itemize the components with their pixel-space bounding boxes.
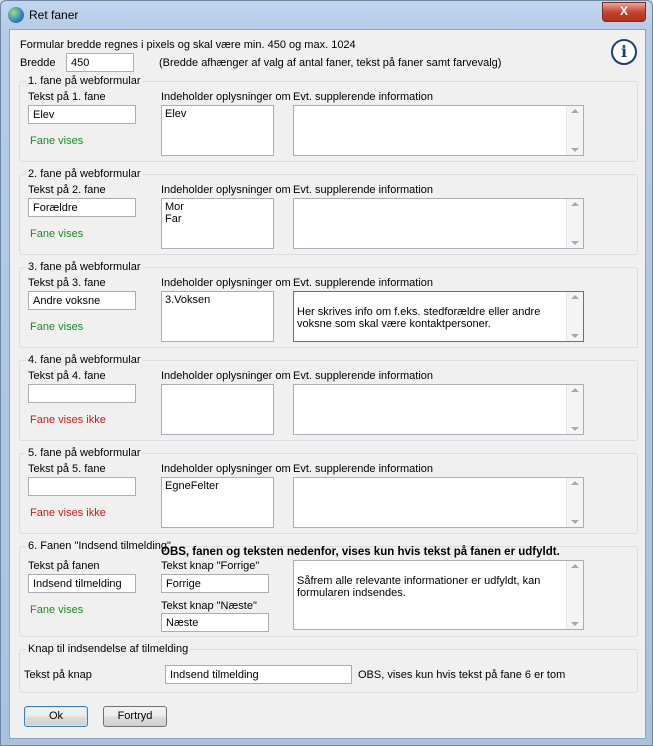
app-globe-icon <box>8 7 24 23</box>
tab-text-input[interactable]: Forældre <box>28 198 136 217</box>
vertical-scrollbar[interactable] <box>566 292 583 341</box>
tab-text-label: Tekst på 2. fane <box>28 184 106 196</box>
extra-textarea[interactable] <box>293 198 584 249</box>
width-note: Formular bredde regnes i pixels og skal være min. 450 og max. 1024 <box>20 39 356 51</box>
scroll-down-icon[interactable] <box>571 427 579 431</box>
contains-textarea[interactable]: EgneFelter <box>161 477 274 528</box>
tab-group-1 <box>19 75 638 162</box>
tab-text-input[interactable] <box>28 384 136 403</box>
scroll-down-icon[interactable] <box>571 520 579 524</box>
close-button[interactable]: X <box>602 2 646 22</box>
tab-group-3 <box>19 261 638 348</box>
vertical-scrollbar[interactable] <box>566 106 583 155</box>
extra-textarea[interactable] <box>293 560 584 630</box>
vertical-scrollbar[interactable] <box>566 478 583 527</box>
extra-label: Evt. supplerende information <box>293 184 434 196</box>
submit-group <box>19 643 638 693</box>
tab-group-5 <box>19 447 638 534</box>
extra-textarea[interactable] <box>293 384 584 435</box>
tab-text-input[interactable]: Indsend tilmelding <box>28 574 136 593</box>
tab-text-label: Tekst på fanen <box>28 560 100 572</box>
tab-group-title: 1. fane på webformular <box>28 75 141 87</box>
tab-group-title: 5. fane på webformular <box>28 447 141 459</box>
scroll-up-icon[interactable] <box>571 564 579 568</box>
prev-button-text-input[interactable]: Forrige <box>161 574 269 593</box>
contains-textarea[interactable] <box>161 384 274 435</box>
contains-label: Indeholder oplysninger om <box>161 184 291 196</box>
vertical-scrollbar[interactable] <box>566 561 583 629</box>
tab-text-input[interactable]: Andre voksne <box>28 291 136 310</box>
contains-label: Indeholder oplysninger om <box>161 91 291 103</box>
submit-text-label: Tekst på knap <box>24 669 92 681</box>
vertical-scrollbar[interactable] <box>566 199 583 248</box>
tab-status: Fane vises <box>30 228 84 240</box>
tab-group-2 <box>19 168 638 255</box>
tab-text-label: Tekst på 1. fane <box>28 91 106 103</box>
scroll-down-icon[interactable] <box>571 622 579 626</box>
extra-textarea[interactable] <box>293 477 584 528</box>
tab-group-title: 4. fane på webformular <box>28 354 141 366</box>
scroll-up-icon[interactable] <box>571 202 579 206</box>
extra-textarea[interactable] <box>293 291 584 342</box>
cancel-button[interactable]: Fortryd <box>103 706 167 727</box>
tab-text-label: Tekst på 4. fane <box>28 370 106 382</box>
tab-group-6 <box>19 540 638 637</box>
dialog-client-area <box>9 29 646 739</box>
vertical-scrollbar[interactable] <box>566 385 583 434</box>
scroll-up-icon[interactable] <box>571 388 579 392</box>
extra-text: Her skrives info om f.eks. stedforældre eller andre voksne som skal være kontaktpersoner. <box>297 306 541 330</box>
extra-label: Evt. supplerende information <box>293 463 434 475</box>
prev-button-text-label: Tekst knap "Forrige" <box>161 560 260 572</box>
contains-textarea[interactable]: Elev <box>161 105 274 156</box>
scroll-down-icon[interactable] <box>571 148 579 152</box>
scroll-up-icon[interactable] <box>571 295 579 299</box>
extra-label: Evt. supplerende information <box>293 277 434 289</box>
extra-label: Evt. supplerende information <box>293 370 434 382</box>
tab-text-input[interactable] <box>28 477 136 496</box>
tab-status: Fane vises <box>30 604 84 616</box>
tab-status: Fane vises ikke <box>30 414 106 426</box>
extra-label: Evt. supplerende information <box>293 91 434 103</box>
ok-button[interactable]: Ok <box>24 706 88 727</box>
contains-textarea[interactable]: 3.Voksen <box>161 291 274 342</box>
submit-group-title: Knap til indsendelse af tilmelding <box>28 643 189 655</box>
extra-text: Såfrem alle relevante informationer er udfyldt, kan formularen indsendes. <box>297 575 541 599</box>
scroll-up-icon[interactable] <box>571 481 579 485</box>
tab-group-title: 2. fane på webformular <box>28 168 141 180</box>
scroll-down-icon[interactable] <box>571 334 579 338</box>
tab6-obs-note: OBS, fanen og teksten nedenfor, vises kun hvis tekst på fanen er udfyldt. <box>161 546 560 558</box>
tab-status: Fane vises <box>30 135 84 147</box>
tab-group-4 <box>19 354 638 441</box>
tab-group-title: 3. fane på webformular <box>28 261 141 273</box>
extra-textarea[interactable] <box>293 105 584 156</box>
tab-group-title: 6. Fanen "Indsend tilmelding" <box>28 540 171 552</box>
submit-note: OBS, vises kun hvis tekst på fane 6 er tom <box>358 669 566 681</box>
submit-text-input[interactable]: Indsend tilmelding <box>165 665 352 684</box>
width-hint: (Bredde afhænger af valg af antal faner, tekst på faner samt farvevalg) <box>159 57 502 69</box>
tab-status: Fane vises <box>30 321 84 333</box>
next-button-text-input[interactable]: Næste <box>161 613 269 632</box>
tab-text-input[interactable]: Elev <box>28 105 136 124</box>
contains-label: Indeholder oplysninger om <box>161 463 291 475</box>
next-button-text-label: Tekst knap "Næste" <box>161 600 257 612</box>
contains-label: Indeholder oplysninger om <box>161 370 291 382</box>
tab-text-label: Tekst på 5. fane <box>28 463 106 475</box>
scroll-down-icon[interactable] <box>571 241 579 245</box>
tab-text-label: Tekst på 3. fane <box>28 277 106 289</box>
scroll-up-icon[interactable] <box>571 109 579 113</box>
contains-textarea[interactable]: Mor Far <box>161 198 274 249</box>
title-bar <box>1 1 652 29</box>
info-icon[interactable]: i <box>611 39 637 65</box>
contains-label: Indeholder oplysninger om <box>161 277 291 289</box>
window-title: Ret faner <box>29 8 79 22</box>
width-label: Bredde <box>20 57 56 69</box>
tab-status: Fane vises ikke <box>30 507 106 519</box>
width-input[interactable]: 450 <box>66 53 134 72</box>
